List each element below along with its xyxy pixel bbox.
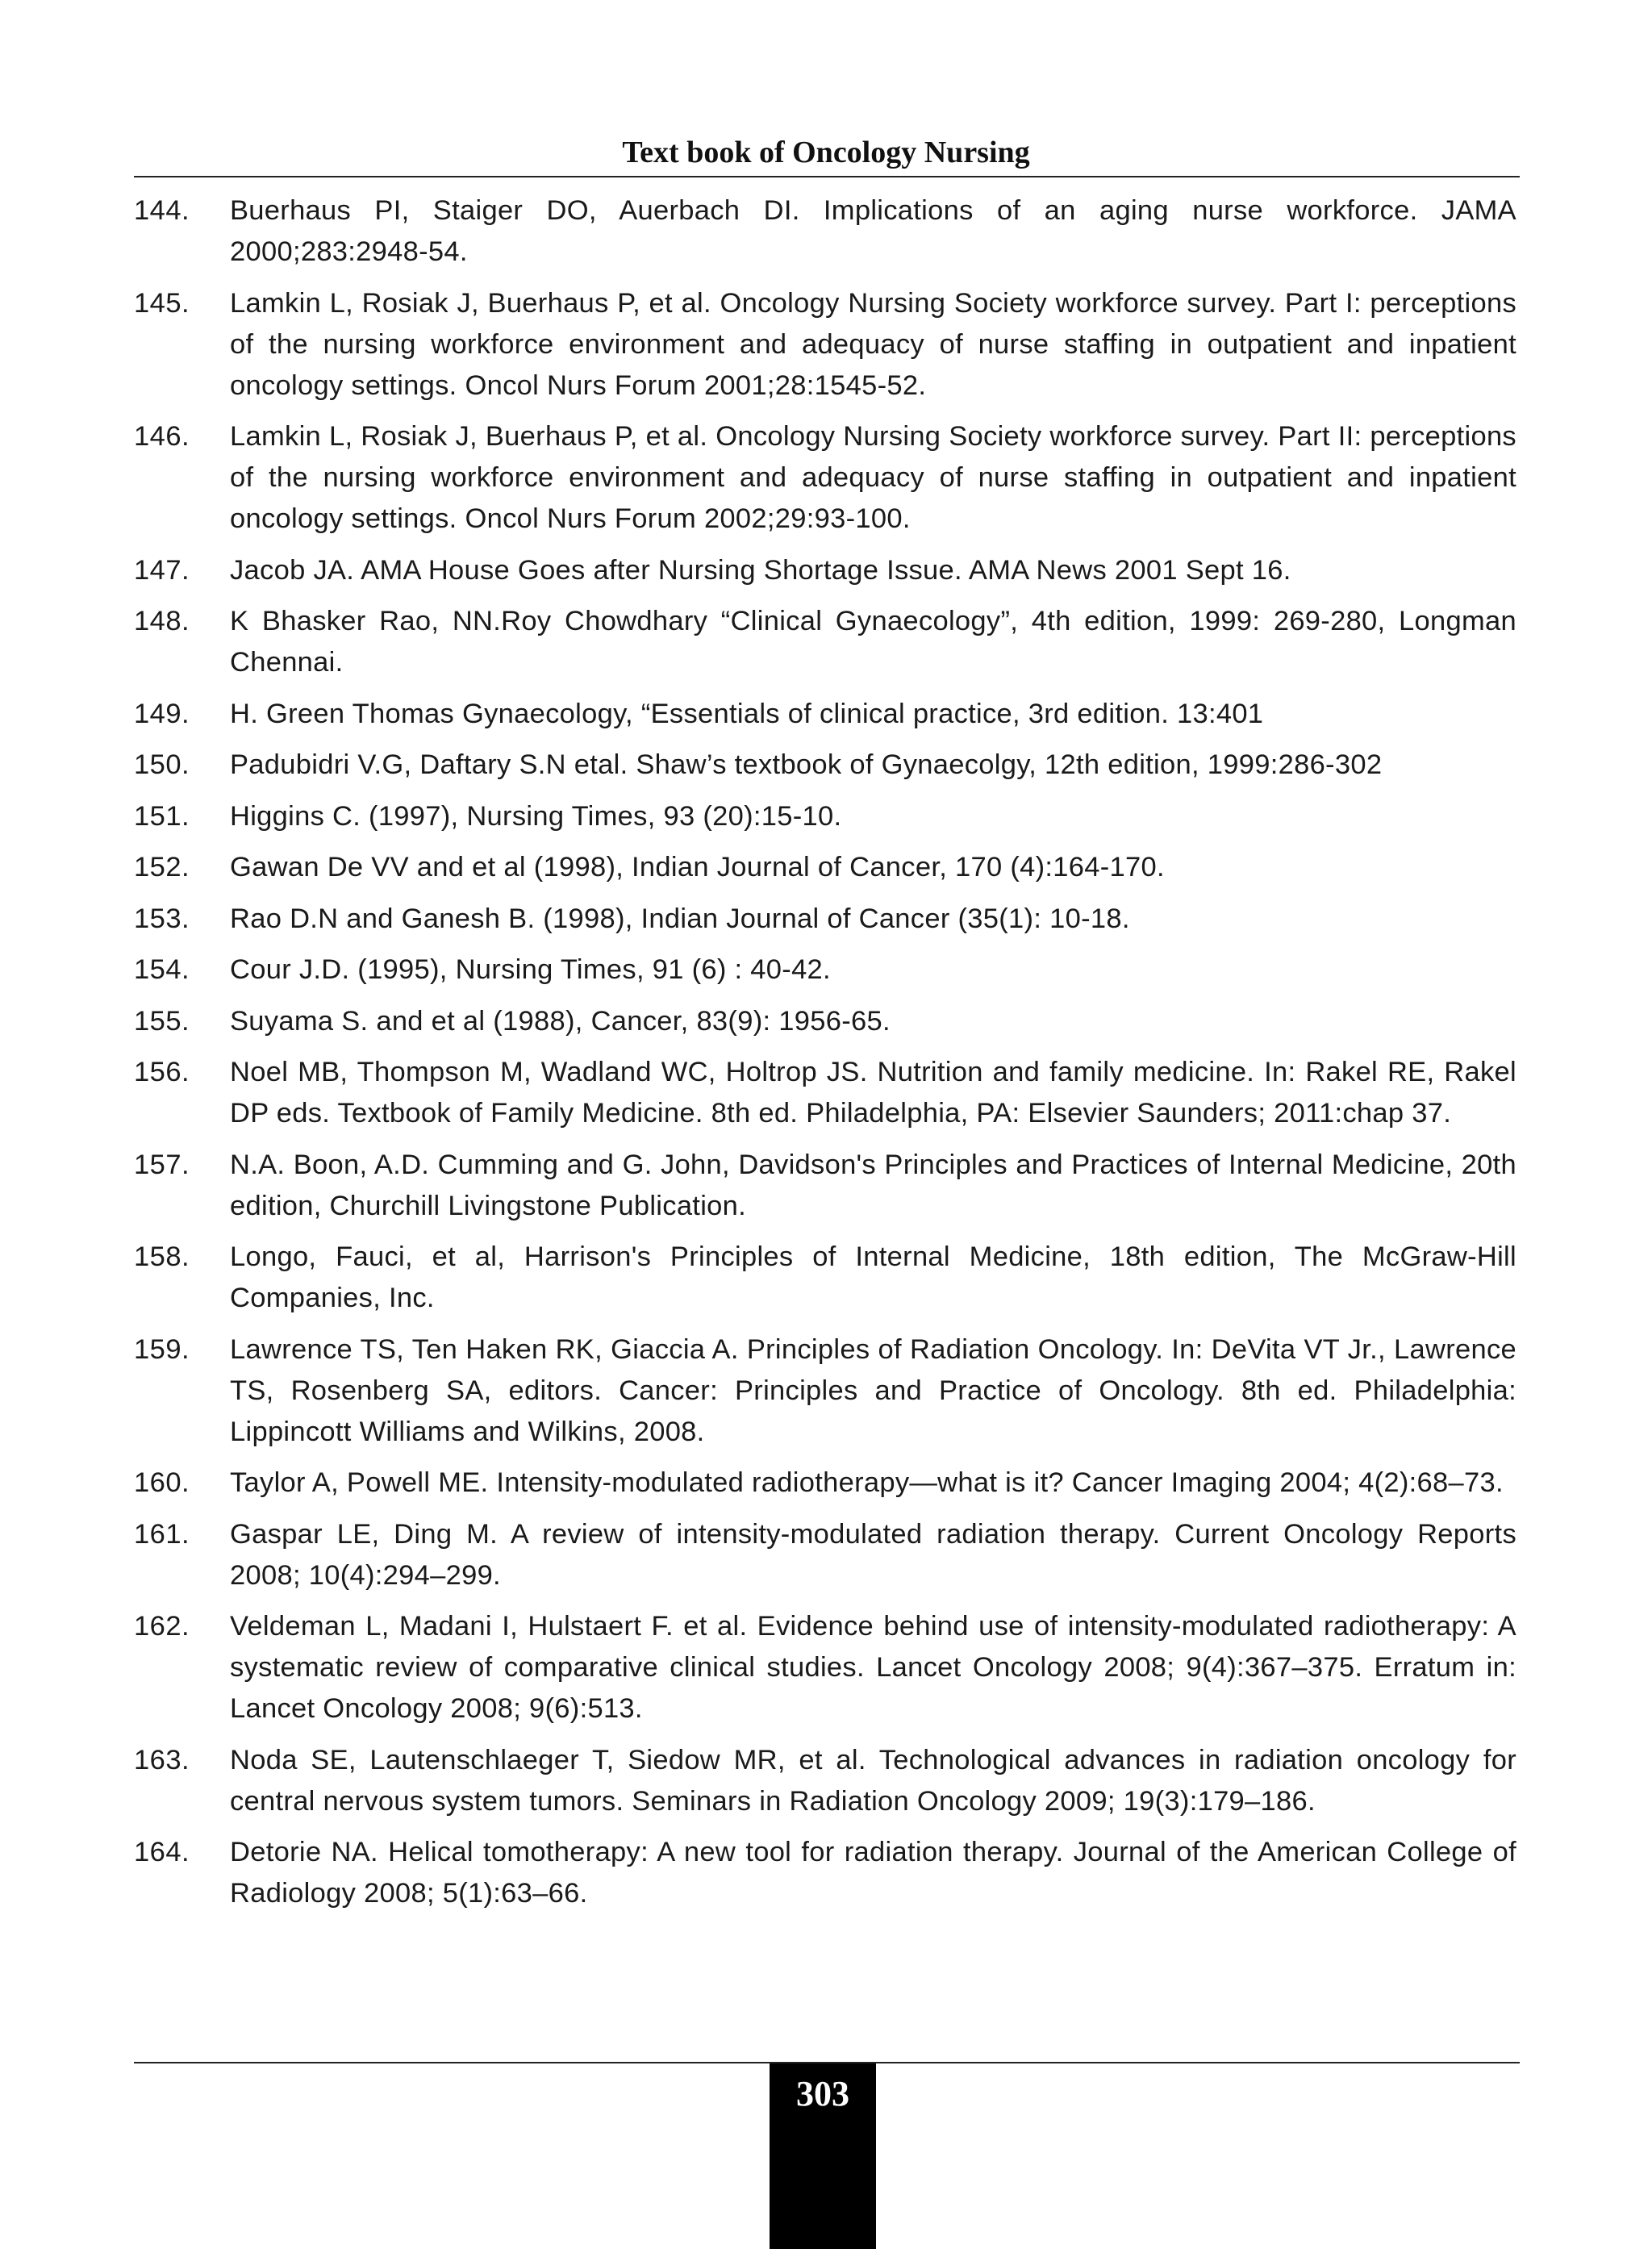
reference-text: Lamkin L, Rosiak J, Buerhaus P, et al. Oncology Nursing Society workforce survey. Part II: perceptions of the nursing workforce environment and adequacy of nurse staffing in outpatient and inpatient oncology settings. Oncol Nurs Forum 2002;29:93-100. bbox=[230, 421, 1516, 534]
reference-item bbox=[134, 1606, 1516, 1730]
reference-text: H. Green Thomas Gynaecology, “Essentials of clinical practice, 3rd edition. 13:401 bbox=[230, 698, 1264, 729]
reference-number: 162. bbox=[134, 1611, 190, 1642]
reference-number: 147. bbox=[134, 554, 190, 586]
reference-text: Padubidri V.G, Daftary S.N etal. Shaw’s textbook of Gynaecolgy, 12th edition, 1999:286-302 bbox=[230, 749, 1383, 780]
reference-text: Jacob JA. AMA House Goes after Nursing Shortage Issue. AMA News 2001 Sept 16. bbox=[230, 554, 1291, 586]
reference-number: 149. bbox=[134, 698, 190, 729]
reference-number: 160. bbox=[134, 1467, 190, 1498]
reference-item bbox=[134, 1740, 1516, 1822]
reference-item bbox=[134, 1145, 1516, 1227]
reference-text: Gaspar LE, Ding M. A review of intensity-modulated radiation therapy. Current Oncology Reports 2008; 10(4):294–299. bbox=[230, 1518, 1516, 1591]
reference-item bbox=[134, 1237, 1516, 1319]
reference-text: Taylor A, Powell ME. Intensity-modulated radiotherapy—what is it? Cancer Imaging 2004; 4(2):68–73. bbox=[230, 1467, 1504, 1498]
reference-number: 153. bbox=[134, 903, 190, 934]
reference-text: Noel MB, Thompson M, Wadland WC, Holtrop JS. Nutrition and family medicine. In: Rakel RE, Rakel DP eds. Textbook of Family Medicine. 8th ed. Philadelphia, PA: Elsevier Saunders; 2011:chap 37. bbox=[230, 1057, 1516, 1129]
reference-number: 161. bbox=[134, 1518, 190, 1550]
reference-number: 146. bbox=[134, 421, 190, 452]
reference-text: Gawan De VV and et al (1998), Indian Journal of Cancer, 170 (4):164-170. bbox=[230, 852, 1165, 882]
reference-text: Suyama S. and et al (1988), Cancer, 83(9): 1956-65. bbox=[230, 1005, 891, 1037]
reference-number: 151. bbox=[134, 800, 190, 832]
reference-number: 157. bbox=[134, 1149, 190, 1180]
reference-item bbox=[134, 1514, 1516, 1596]
reference-item bbox=[134, 283, 1516, 407]
reference-number: 158. bbox=[134, 1241, 190, 1272]
reference-number: 152. bbox=[134, 852, 190, 882]
reference-item bbox=[134, 1462, 1516, 1504]
reference-item bbox=[134, 550, 1516, 591]
reference-item bbox=[134, 899, 1516, 940]
reference-number: 145. bbox=[134, 287, 190, 319]
reference-item bbox=[134, 745, 1516, 786]
reference-number: 156. bbox=[134, 1057, 190, 1087]
reference-number: 163. bbox=[134, 1744, 190, 1775]
reference-number: 159. bbox=[134, 1333, 190, 1365]
page-number: 303 bbox=[796, 2074, 849, 2113]
reference-item bbox=[134, 601, 1516, 683]
page-number-tab bbox=[770, 2063, 876, 2249]
header-divider bbox=[134, 176, 1520, 177]
reference-number: 154. bbox=[134, 954, 190, 985]
reference-text: Detorie NA. Helical tomotherapy: A new tool for radiation therapy. Journal of the American College of Radiology 2008; 5(1):63–66. bbox=[230, 1837, 1516, 1909]
reference-number: 150. bbox=[134, 749, 190, 780]
reference-text: Buerhaus PI, Staiger DO, Auerbach DI. Implications of an aging nurse workforce. JAMA 2000;283:2948-54. bbox=[230, 195, 1516, 267]
reference-text: Veldeman L, Madani I, Hulstaert F. et al. Evidence behind use of intensity-modulated radiotherapy: A systematic review of comparative clinical studies. Lancet Oncology 2008; 9(4):367–375. Erratum in: Lancet Oncology 2008; 9(6):513. bbox=[230, 1611, 1516, 1724]
reference-item bbox=[134, 796, 1516, 837]
reference-item bbox=[134, 1052, 1516, 1134]
reference-text: Rao D.N and Ganesh B. (1998), Indian Journal of Cancer (35(1): 10-18. bbox=[230, 903, 1130, 934]
reference-number: 148. bbox=[134, 606, 190, 636]
reference-item bbox=[134, 694, 1516, 735]
reference-text: Cour J.D. (1995), Nursing Times, 91 (6) : 40-42. bbox=[230, 954, 831, 985]
reference-item bbox=[134, 190, 1516, 273]
reference-text: N.A. Boon, A.D. Cumming and G. John, Davidson's Principles and Practices of Internal Medicine, 20th edition, Churchill Livingstone Publication. bbox=[230, 1149, 1516, 1221]
reference-number: 144. bbox=[134, 195, 190, 226]
reference-item bbox=[134, 1329, 1516, 1453]
page-header-title: Text book of Oncology Nursing bbox=[622, 136, 1030, 169]
reference-text: Lamkin L, Rosiak J, Buerhaus P, et al. Oncology Nursing Society workforce survey. Part I: perceptions of the nursing workforce environment and adequacy of nurse staffing in outpatient and inpatient oncology settings. Oncol Nurs Forum 2001;28:1545-52. bbox=[230, 287, 1516, 401]
reference-text: Lawrence TS, Ten Haken RK, Giaccia A. Principles of Radiation Oncology. In: DeVita VT Jr., Lawrence TS, Rosenberg SA, editors. Cancer: Principles and Practice of Oncology. 8th ed. Philadelphia: Lippincott Williams and Wilkins, 2008. bbox=[230, 1333, 1516, 1447]
reference-item bbox=[134, 847, 1516, 888]
reference-text: Higgins C. (1997), Nursing Times, 93 (20):15-10. bbox=[230, 800, 842, 832]
reference-text: Longo, Fauci, et al, Harrison's Principles of Internal Medicine, 18th edition, The McGraw-Hill Companies, Inc. bbox=[230, 1241, 1516, 1313]
reference-list bbox=[134, 190, 1516, 1925]
reference-item bbox=[134, 1001, 1516, 1042]
reference-number: 164. bbox=[134, 1837, 190, 1867]
reference-number: 155. bbox=[134, 1005, 190, 1037]
reference-item bbox=[134, 949, 1516, 991]
reference-text: Noda SE, Lautenschlaeger T, Siedow MR, et al. Technological advances in radiation oncology for central nervous system tumors. Seminars in Radiation Oncology 2009; 19(3):179–186. bbox=[230, 1744, 1516, 1817]
reference-item bbox=[134, 1832, 1516, 1914]
reference-item bbox=[134, 416, 1516, 540]
reference-text: K Bhasker Rao, NN.Roy Chowdhary “Clinical Gynaecology”, 4th edition, 1999: 269-280, Longman Chennai. bbox=[230, 606, 1516, 678]
